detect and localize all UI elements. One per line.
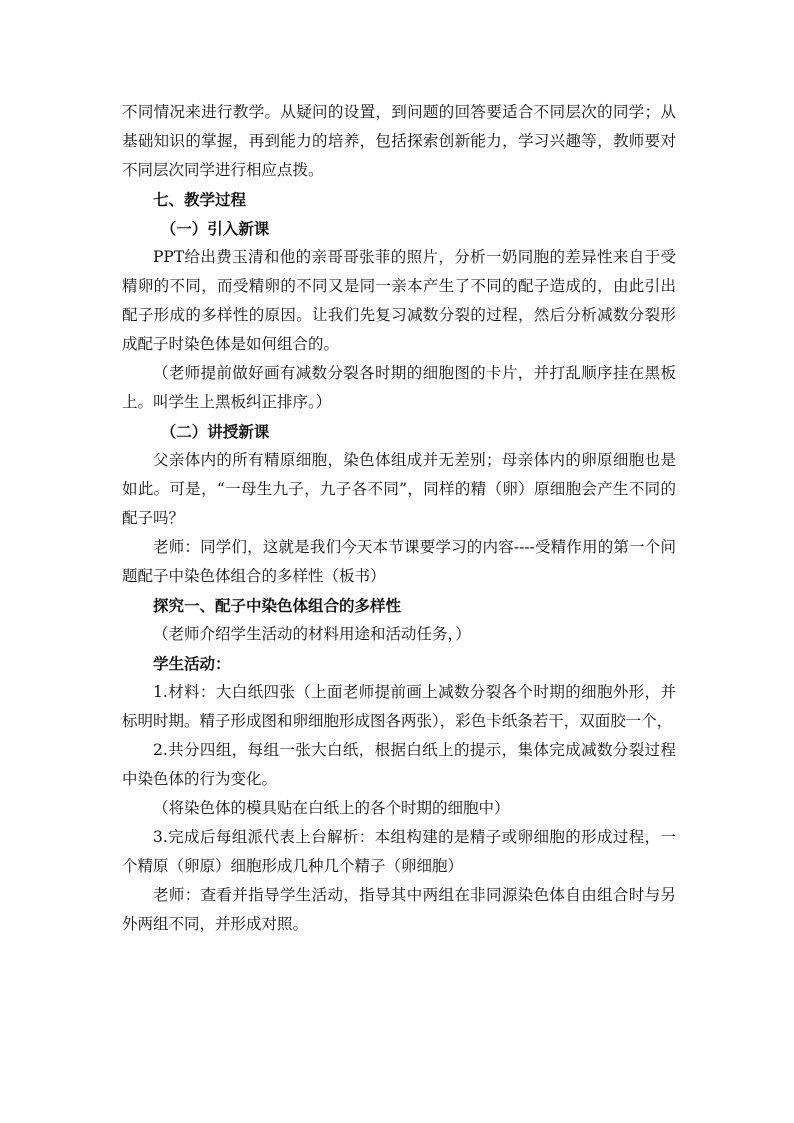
paragraph-intro-ppt: PPT给出费玉清和他的亲哥哥张菲的照片，分析一奶同胞的差异性来自于受精卵的不同，而受精卵的不同又是同一亲本产生了不同的配子造成的，由此引出配子形成的多样性的原因。让我们先复习减数分裂的过程，然后分析减数分裂形成配子时染色体是如何组合的。	[122, 248, 676, 353]
paragraph-cards-note: （老师提前做好画有减数分裂各时期的细胞图的卡片，并打乱顺序挂在黑板上。叫学生上黑板纠正排序。）	[122, 364, 676, 411]
paragraph-teacher-guidance: 老师：查看并指导学生活动，指导其中两组在非同源染色体自由组合时与另外两组不同，并形成对照。	[122, 886, 676, 933]
paragraph-teacher-intro: 老师：同学们，这就是我们今天本节课要学习的内容----受精作用的第一个问题配子中染色体组合的多样性（板书）	[122, 538, 676, 585]
paragraph-activity-item-1: 1.材料：大白纸四张（上面老师提前画上减数分裂各个时期的细胞外形，并标明时期。精子形成图和卵细胞形成图各两张），彩色卡纸条若干，双面胶一个，	[122, 683, 676, 730]
heading-exploration-one: 探究一、配子中染色体组合的多样性	[153, 596, 402, 615]
paragraph-paste-note: （将染色体的模具贴在白纸上的各个时期的细胞中）	[153, 799, 510, 817]
paragraph-activity-item-2: 2.共分四组，每组一张大白纸，根据白纸上的提示，集体完成减数分裂过程中染色体的行为变化。	[122, 741, 676, 788]
heading-student-activity: 学生活动：	[153, 654, 231, 673]
heading-introduce-new-lesson: （一）引入新课	[160, 219, 270, 238]
paragraph-father-cells: 父亲体内的所有精原细胞，染色体组成并无差别；母亲体内的卵原细胞也是如此。可是，“一母生九子，九子各不同”，同样的精（卵）原细胞会产生不同的配子吗？	[122, 451, 676, 527]
heading-teach-new-lesson: （二）讲授新课	[160, 422, 270, 441]
paragraph-activity-item-3: 3.完成后每组派代表上台解析：本组构建的是精子或卵细胞的形成过程，一个精原（卵原）细胞形成几种几个精子（卵细胞）	[122, 828, 676, 875]
paragraph-differentiated-teaching: 不同情况来进行教学。从疑问的设置，到问题的回答要适合不同层次的同学；从基础知识的掌握，再到能力的培养，包括探索创新能力，学习兴趣等，教师要对不同层次同学进行相应点拨。	[122, 103, 676, 179]
paragraph-materials-intro: （老师介绍学生活动的材料用途和活动任务，）	[153, 625, 471, 643]
heading-teaching-process: 七、教学过程	[153, 190, 247, 209]
document-page	[122, 98, 676, 939]
